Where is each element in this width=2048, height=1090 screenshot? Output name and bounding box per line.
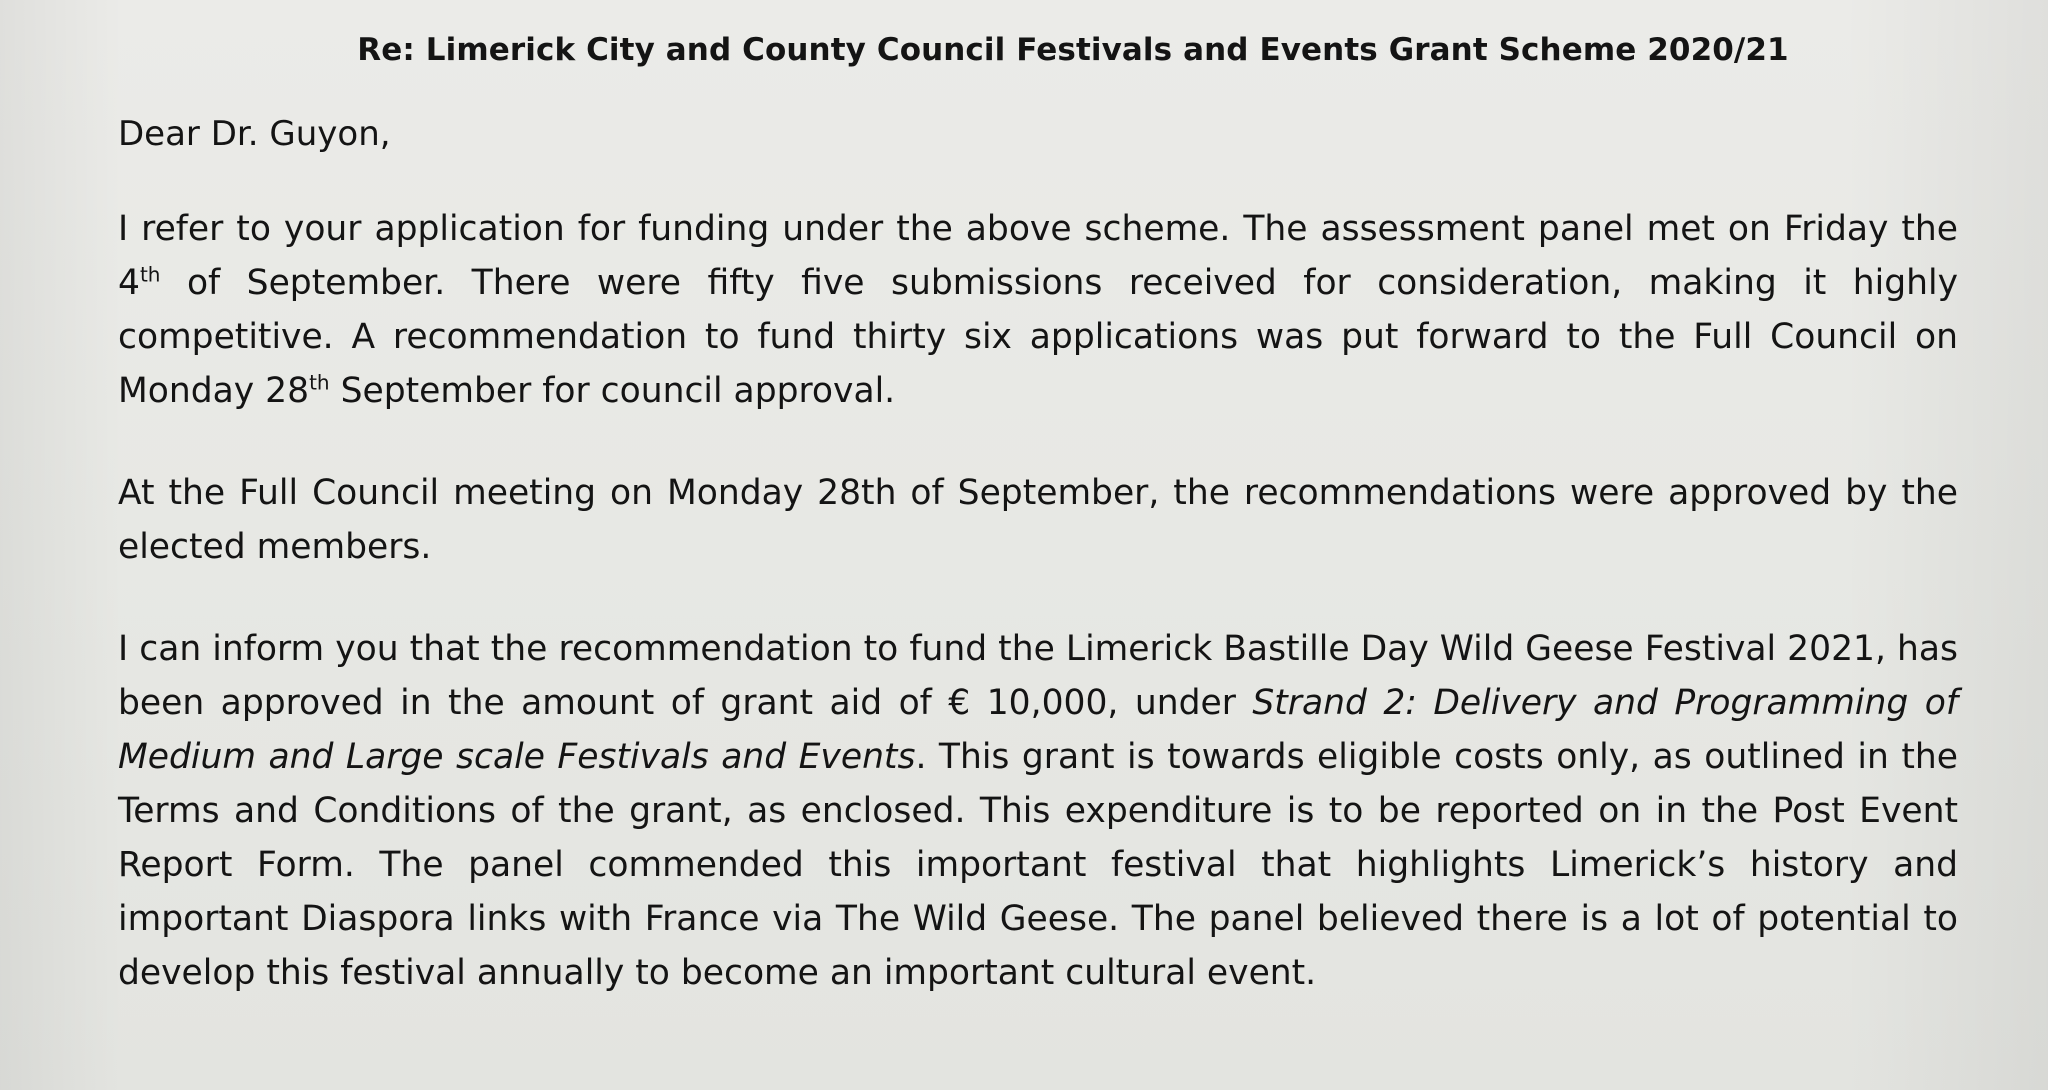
p1-ordinal-suffix-2: th	[309, 370, 330, 395]
p1-ordinal-suffix: th	[139, 262, 161, 287]
strand-name: Strand 2: Delivery and Programming of Medium and Large scale Festivals and Events	[118, 683, 1958, 777]
p3-text-a: I can inform you that the recommendation to fund the Limerick Bastille Day Wild Geese Festival 2021, has been approved in the amount of grant aid of € 10,000, under	[118, 629, 1958, 723]
p1-text-b: of September. There were fifty five submissions received for consideration, making it highly competitive. A recommendation to fund thirty six applications was put forward to the Full Council on Monday 28	[118, 263, 1958, 411]
paragraph-grant-award	[118, 622, 1958, 1000]
paragraph-application-review	[118, 202, 1958, 418]
p1-text-c: September for council approval.	[329, 371, 896, 411]
salutation: Dear Dr. Guyon,	[118, 114, 391, 154]
p1-text-a: I refer to your application for funding under the above scheme. The assessment panel met on Friday the 4	[118, 209, 1958, 303]
letter-heading: Re: Limerick City and County Council Festivals and Events Grant Scheme 2020/21	[357, 32, 1789, 68]
p3-text-b: . This grant is towards eligible costs only, as outlined in the Terms and Conditions of the grant, as enclosed. This expenditure is to be reported on in the Post Event Report Form. The panel commended this important festival that highlights Limerick’s history and important Diaspora links with France via The Wild Geese. The panel believed there is a lot of potential to develop this festival annually to become an important cultural event.	[118, 737, 1958, 993]
letter-body	[118, 32, 1958, 1048]
paragraph-council-approval: At the Full Council meeting on Monday 28th of September, the recommendations were approved by the elected members.	[118, 473, 1958, 567]
